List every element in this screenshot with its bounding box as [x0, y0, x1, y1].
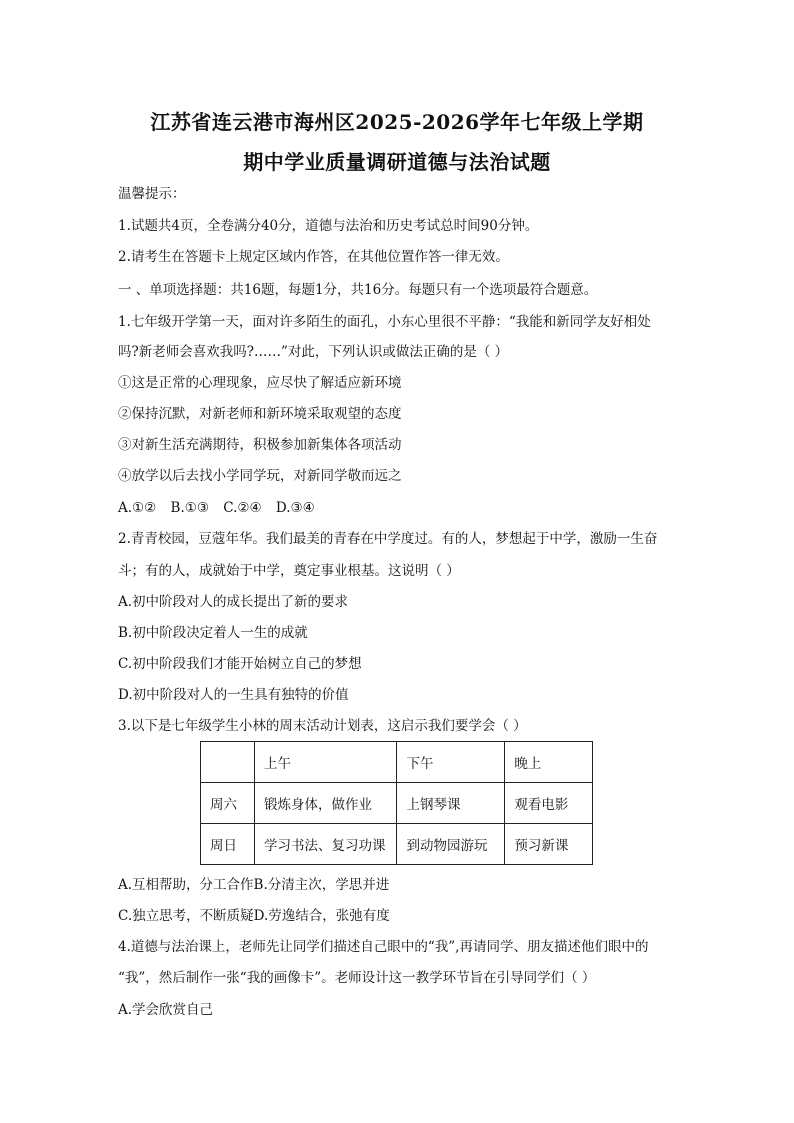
question-2-option-c: C.初中阶段我们才能开始树立自己的梦想 [118, 656, 362, 672]
table-cell: 周日 [201, 824, 255, 865]
table-cell: 周六 [201, 783, 255, 824]
table-cell: 锻炼身体，做作业 [254, 783, 397, 824]
question-2-option-a: A.初中阶段对人的成长提出了新的要求 [118, 594, 349, 610]
question-2-option-d: D.初中阶段对人的一生具有独特的价值 [118, 687, 349, 703]
table-header-cell: 下午 [397, 742, 505, 783]
question-2-option-b: B.初中阶段决定着人一生的成就 [118, 625, 308, 641]
notice-item-1: 1.试题共4页，全卷满分40分，道德与法治和历史考试总时间90分钟。 [118, 218, 539, 234]
table-header-row [201, 742, 593, 783]
question-1-option-a: A.①② [118, 500, 157, 516]
table-header-cell: 上午 [254, 742, 397, 783]
question-3-options-line-1: A.互相帮助，分工合作B.分清主次，学思并进 [118, 877, 390, 893]
question-1-statement-4: ④放学以后去找小学同学玩，对新同学敬而远之 [118, 468, 402, 484]
question-1-stem-line-2: 吗?新老师会喜欢我吗?……”对此，下列认识或做法正确的是（ ） [118, 344, 509, 360]
table-cell: 上钢琴课 [397, 783, 505, 824]
table-header-cell [201, 742, 255, 783]
table-row [201, 783, 593, 824]
question-1-stem-line-1: 1.七年级开学第一天，面对许多陌生的面孔，小东心里很不平静：“我能和新同学友好相处 [118, 314, 651, 330]
exam-title-line-1: 江苏省连云港市海州区2025-2026学年七年级上学期 [150, 110, 644, 134]
question-1-option-d: D.③④ [275, 500, 315, 516]
question-1-option-b: B.①③ [170, 500, 209, 516]
table-cell: 到动物园游玩 [397, 824, 505, 865]
notice-item-2: 2.请考生在答题卡上规定区域内作答，在其他位置作答一律无效。 [118, 249, 509, 265]
section-1-heading: 一 、单项选择题：共16题，每题1分，共16分。每题只有一个选项最符合题意。 [118, 282, 598, 298]
question-1-statement-3: ③对新生活充满期待，积极参加新集体各项活动 [118, 437, 402, 453]
table-cell: 学习书法、复习功课 [254, 824, 397, 865]
table-cell: 预习新课 [505, 824, 593, 865]
weekend-plan-table [200, 741, 593, 865]
table-cell: 观看电影 [505, 783, 593, 824]
question-2-stem-line-2: 斗；有的人，成就始于中学，奠定事业根基。这说明（ ） [118, 563, 460, 579]
question-4-option-a: A.学会欣赏自己 [118, 1002, 214, 1018]
exam-title-line-2: 期中学业质量调研道德与法治试题 [243, 150, 551, 174]
table-header-cell: 晚上 [505, 742, 593, 783]
table-row [201, 824, 593, 865]
notice-heading: 温馨提示： [118, 186, 186, 202]
question-1-options [118, 499, 325, 517]
question-3-stem: 3.以下是七年级学生小林的周末活动计划表，这启示我们要学会（ ） [118, 718, 527, 734]
question-1-statement-1: ①这是正常的心理现象，应尽快了解适应新环境 [118, 375, 402, 391]
question-4-stem-line-1: 4.道德与法治课上，老师先让同学们描述自己眼中的“我”,再请同学、朋友描述他们眼中的 [118, 939, 649, 955]
question-3-options-line-2: C.独立思考，不断质疑D.劳逸结合，张弛有度 [118, 908, 390, 924]
question-1-statement-2: ②保持沉默，对新老师和新环境采取观望的态度 [118, 406, 402, 422]
question-4-stem-line-2: “我”，然后制作一张“我的画像卡”。老师设计这一教学环节旨在引导同学们（ ） [118, 970, 596, 986]
question-2-stem-line-1: 2.青青校园，豆蔻年华。我们最美的青春在中学度过。有的人，梦想起于中学，激励一生奋 [118, 531, 658, 547]
question-1-option-c: C.②④ [223, 500, 262, 516]
